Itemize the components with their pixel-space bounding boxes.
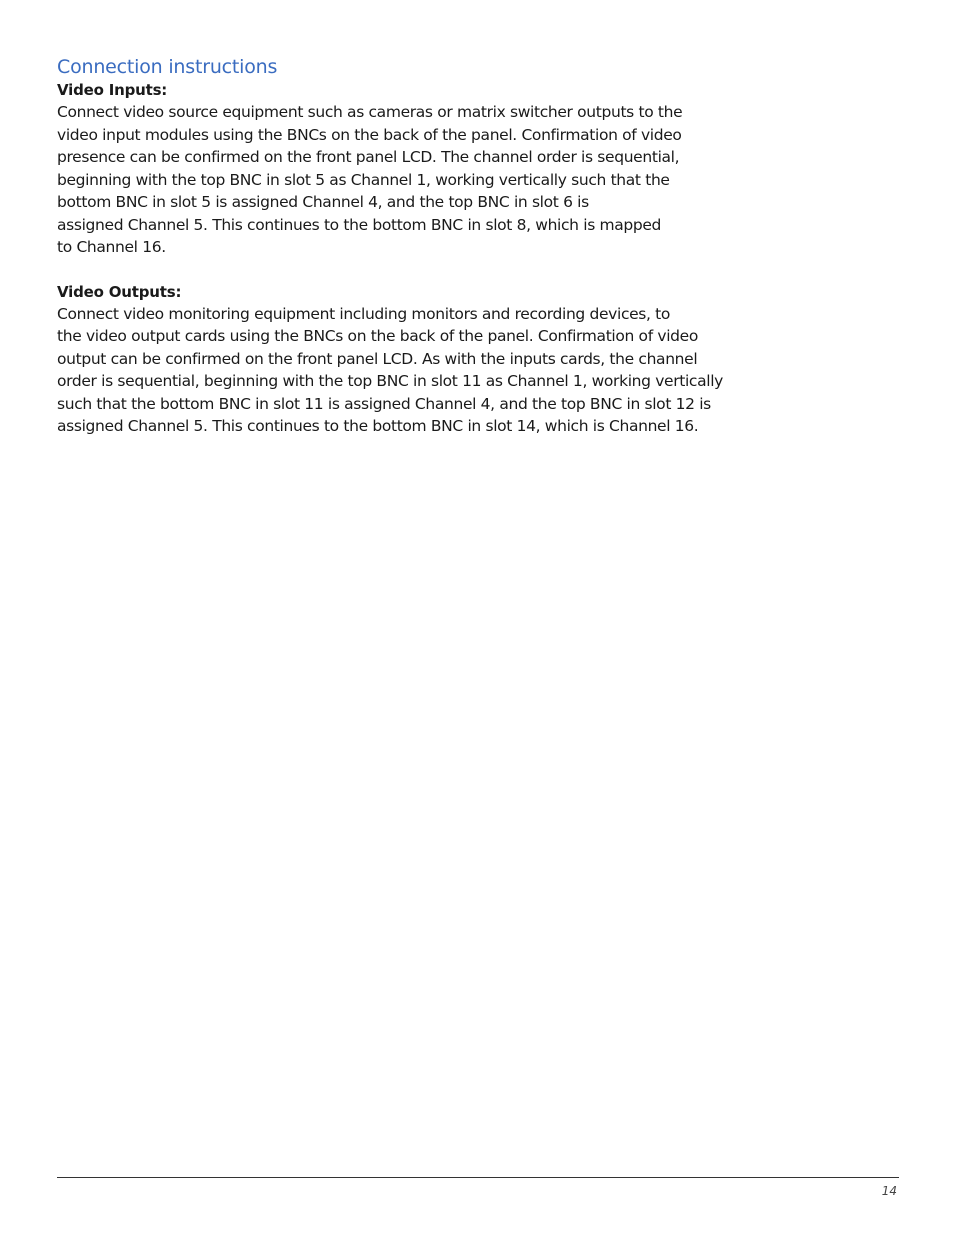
paragraph-line: Connect video monitoring equipment including monitors and recording devices, to xyxy=(57,304,671,323)
paragraph-line: to Channel 16. xyxy=(57,238,166,256)
page-content xyxy=(57,55,777,438)
paragraph-line: presence can be confirmed on the front panel LCD. The channel order is sequential, xyxy=(57,148,680,166)
paragraph-line: Connect video source equipment such as cameras or matrix switcher outputs to the xyxy=(57,103,683,121)
paragraph-line: beginning with the top BNC in slot 5 as Channel 1, working vertically such that the xyxy=(57,170,670,189)
section-spacer xyxy=(57,259,777,281)
footer-divider xyxy=(57,1177,899,1178)
page-title: Connection instructions xyxy=(57,56,278,78)
paragraph-line: order is sequential, beginning with the top BNC in slot 11 as Channel 1, working vertically xyxy=(57,372,723,390)
page-number: 14 xyxy=(881,1184,897,1198)
paragraph-line: the video output cards using the BNCs on the back of the panel. Confirmation of video xyxy=(57,327,698,345)
video-outputs-section xyxy=(57,281,777,438)
paragraph-line: assigned Channel 5. This continues to the bottom BNC in slot 8, which is mapped xyxy=(57,215,662,234)
video-outputs-paragraph xyxy=(57,303,777,438)
video-inputs-section xyxy=(57,79,777,259)
paragraph-line: video input modules using the BNCs on the back of the panel. Confirmation of video xyxy=(57,125,682,144)
paragraph-line: assigned Channel 5. This continues to the bottom BNC in slot 14, which is Channel 16. xyxy=(57,417,699,435)
video-outputs-heading: Video Outputs: xyxy=(57,282,182,301)
video-inputs-paragraph xyxy=(57,101,777,259)
paragraph-line: output can be confirmed on the front panel LCD. As with the inputs cards, the channel xyxy=(57,349,698,368)
video-inputs-heading: Video Inputs: xyxy=(57,81,168,99)
paragraph-line: such that the bottom BNC in slot 11 is assigned Channel 4, and the top BNC in slot 12 is xyxy=(57,394,711,413)
paragraph-line: bottom BNC in slot 5 is assigned Channel 4, and the top BNC in slot 6 is xyxy=(57,193,589,211)
